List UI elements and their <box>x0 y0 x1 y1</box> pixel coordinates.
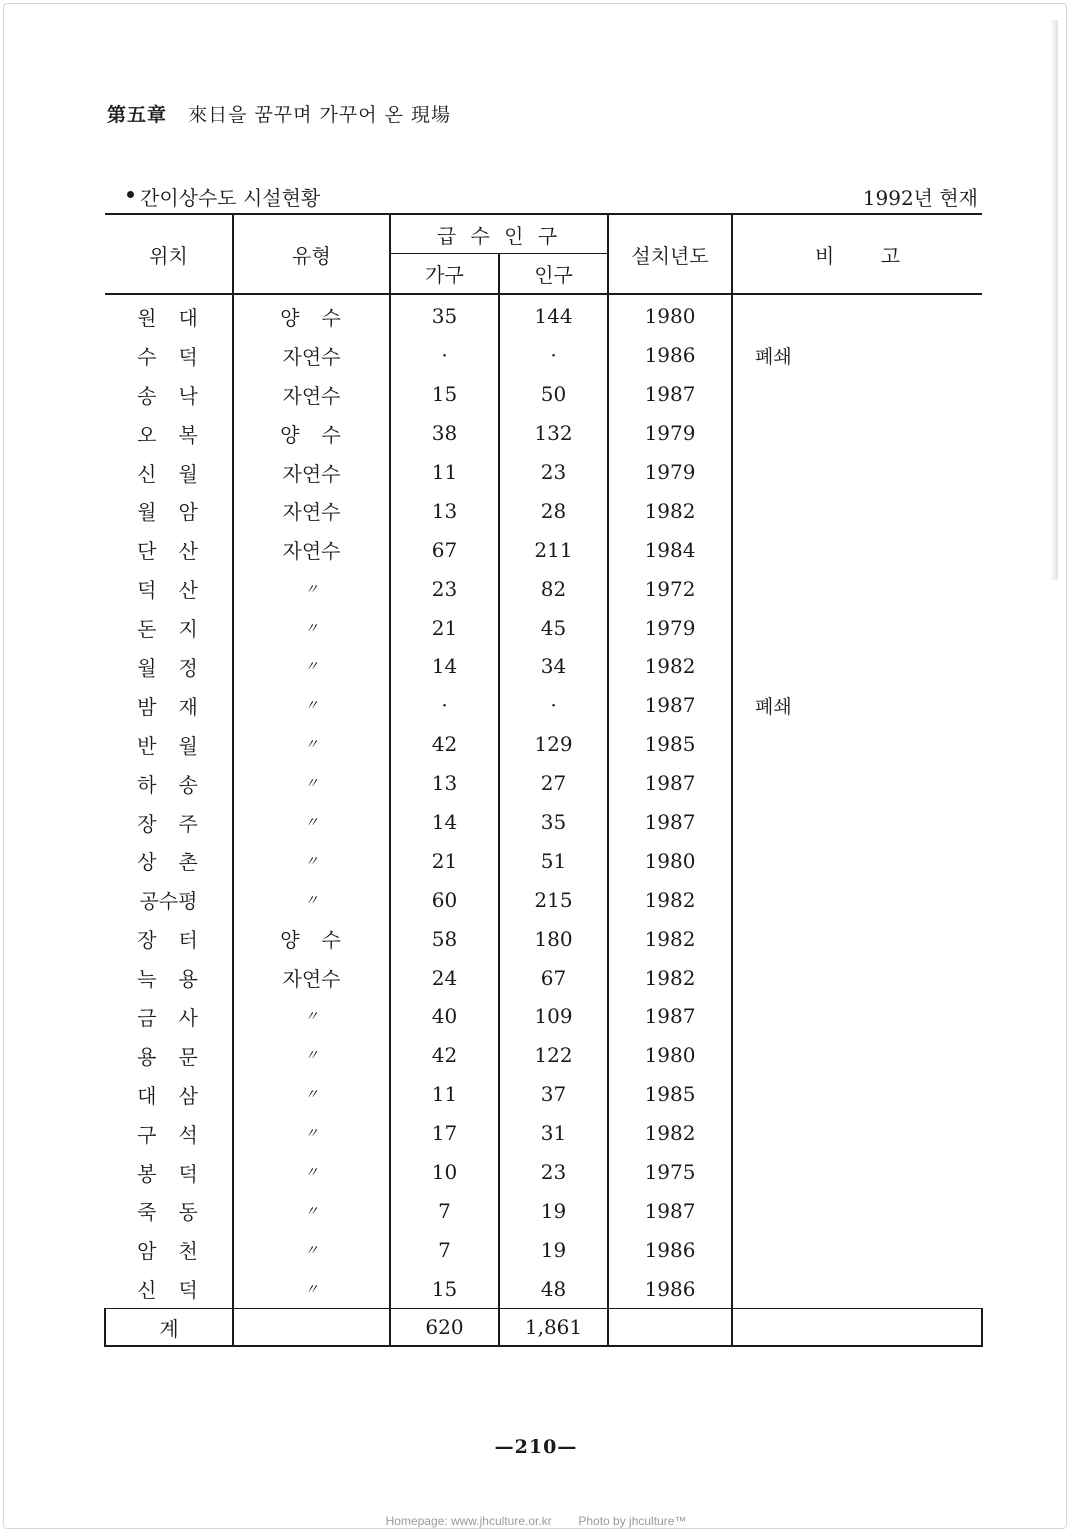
row-population: 51 <box>499 841 608 880</box>
row-households: 13 <box>390 491 499 530</box>
row-population: 132 <box>499 414 608 453</box>
row-location: 단산 <box>105 530 233 569</box>
row-install-year: 1979 <box>608 453 732 492</box>
table-row <box>105 336 982 375</box>
table-row <box>105 1036 982 1075</box>
row-population: 19 <box>499 1230 608 1269</box>
row-population: 45 <box>499 608 608 647</box>
row-location: 봉덕 <box>105 1153 233 1192</box>
row-location: 오복 <box>105 414 233 453</box>
row-install-year: 1987 <box>608 686 732 725</box>
total-population: 1,861 <box>499 1309 608 1347</box>
row-install-year: 1980 <box>608 841 732 880</box>
row-households: 21 <box>390 841 499 880</box>
as-of-date: 1992년 현재 <box>862 186 978 210</box>
table-row <box>105 686 982 725</box>
header-remarks: 비 고 <box>732 214 982 294</box>
row-remarks <box>732 294 982 336</box>
chapter-number: 第五章 <box>107 104 168 126</box>
row-install-year: 1982 <box>608 880 732 919</box>
row-households: 11 <box>390 1075 499 1114</box>
table-body <box>105 294 982 1309</box>
row-location: 상촌 <box>105 841 233 880</box>
row-install-year: 1982 <box>608 647 732 686</box>
header-population: 인구 <box>499 254 608 295</box>
row-location: 늑용 <box>105 958 233 997</box>
row-type: 양수 <box>233 294 390 336</box>
row-households: 67 <box>390 530 499 569</box>
table-row <box>105 803 982 842</box>
row-install-year: 1975 <box>608 1153 732 1192</box>
row-type: 〃 <box>233 725 390 764</box>
table-row <box>105 530 982 569</box>
table-row <box>105 294 982 336</box>
row-population: 37 <box>499 1075 608 1114</box>
row-remarks <box>732 414 982 453</box>
row-type: 〃 <box>233 608 390 647</box>
row-type: 〃 <box>233 1036 390 1075</box>
row-remarks <box>732 1036 982 1075</box>
row-install-year: 1980 <box>608 294 732 336</box>
row-population: 215 <box>499 880 608 919</box>
row-install-year: 1982 <box>608 919 732 958</box>
row-households: 14 <box>390 647 499 686</box>
row-population: 35 <box>499 803 608 842</box>
row-install-year: 1972 <box>608 569 732 608</box>
row-install-year: 1985 <box>608 1075 732 1114</box>
row-population: 28 <box>499 491 608 530</box>
row-type: 〃 <box>233 880 390 919</box>
table-row <box>105 1230 982 1269</box>
row-location: 월암 <box>105 491 233 530</box>
row-population: 23 <box>499 1153 608 1192</box>
photo-credit-footer <box>0 1514 1072 1528</box>
row-install-year: 1987 <box>608 1191 732 1230</box>
row-type: 자연수 <box>233 375 390 414</box>
row-households: 40 <box>390 997 499 1036</box>
row-type: 〃 <box>233 803 390 842</box>
row-location: 덕산 <box>105 569 233 608</box>
row-remarks <box>732 375 982 414</box>
row-install-year: 1985 <box>608 725 732 764</box>
row-type: 자연수 <box>233 453 390 492</box>
table-row <box>105 569 982 608</box>
row-location: 공수평 <box>105 880 233 919</box>
row-type: 〃 <box>233 569 390 608</box>
row-remarks <box>732 1075 982 1114</box>
row-location: 반월 <box>105 725 233 764</box>
chapter-title: 來日을 꿈꾸며 가꾸어 온 現場 <box>188 104 452 126</box>
row-remarks <box>732 803 982 842</box>
row-type: 자연수 <box>233 958 390 997</box>
row-households: 38 <box>390 414 499 453</box>
row-households: 10 <box>390 1153 499 1192</box>
row-remarks <box>732 1230 982 1269</box>
header-served-population: 급 수 인 구 <box>390 214 608 254</box>
row-install-year: 1982 <box>608 491 732 530</box>
row-population: 48 <box>499 1269 608 1308</box>
row-remarks <box>732 958 982 997</box>
row-households: · <box>390 686 499 725</box>
row-population: · <box>499 336 608 375</box>
row-households: 17 <box>390 1114 499 1153</box>
row-location: 용문 <box>105 1036 233 1075</box>
row-population: 31 <box>499 1114 608 1153</box>
row-population: 23 <box>499 453 608 492</box>
row-type: 〃 <box>233 1114 390 1153</box>
row-remarks: 폐쇄 <box>755 695 792 718</box>
row-type: 자연수 <box>233 336 390 375</box>
table-row <box>105 1269 982 1308</box>
row-households: 21 <box>390 608 499 647</box>
row-population: 82 <box>499 569 608 608</box>
table-row <box>105 608 982 647</box>
row-location: 돈지 <box>105 608 233 647</box>
row-location: 신덕 <box>105 1269 233 1308</box>
row-households: 11 <box>390 453 499 492</box>
row-location: 장터 <box>105 919 233 958</box>
row-location: 구석 <box>105 1114 233 1153</box>
row-population: 27 <box>499 764 608 803</box>
section-title <box>128 182 320 211</box>
row-remarks: 폐쇄 <box>755 345 792 368</box>
row-install-year: 1987 <box>608 997 732 1036</box>
table-row <box>105 375 982 414</box>
row-type: 양수 <box>233 919 390 958</box>
row-households: 42 <box>390 1036 499 1075</box>
table-row <box>105 880 982 919</box>
row-remarks <box>732 880 982 919</box>
table-row <box>105 958 982 997</box>
row-population: 50 <box>499 375 608 414</box>
row-install-year: 1979 <box>608 608 732 647</box>
row-remarks <box>732 1191 982 1230</box>
row-location: 죽동 <box>105 1191 233 1230</box>
water-supply-table <box>104 213 983 1347</box>
row-type: 〃 <box>233 841 390 880</box>
section-title-text: 간이상수도 시설현황 <box>140 186 321 210</box>
table-row <box>105 725 982 764</box>
row-households: 60 <box>390 880 499 919</box>
row-population: 122 <box>499 1036 608 1075</box>
row-location: 신월 <box>105 453 233 492</box>
row-remarks <box>732 453 982 492</box>
row-type: 〃 <box>233 1075 390 1114</box>
row-install-year: 1982 <box>608 958 732 997</box>
row-type: 〃 <box>233 1230 390 1269</box>
row-households: 42 <box>390 725 499 764</box>
total-label: 계 <box>105 1309 233 1347</box>
header-households: 가구 <box>390 254 499 295</box>
row-install-year: 1987 <box>608 375 732 414</box>
header-type: 유형 <box>233 214 390 294</box>
page-number: —210— <box>494 1436 578 1458</box>
total-type <box>233 1309 390 1347</box>
row-remarks <box>732 530 982 569</box>
row-population: 67 <box>499 958 608 997</box>
row-households: 7 <box>390 1230 499 1269</box>
row-population: 34 <box>499 647 608 686</box>
header-install-year: 설치년도 <box>608 214 732 294</box>
table-row <box>105 841 982 880</box>
row-remarks <box>732 647 982 686</box>
row-install-year: 1987 <box>608 764 732 803</box>
row-remarks <box>732 1269 982 1308</box>
row-remarks <box>732 764 982 803</box>
footer-homepage: Homepage: www.jhculture.or.kr <box>385 1514 552 1528</box>
table-row <box>105 1153 982 1192</box>
table-row <box>105 491 982 530</box>
row-remarks <box>732 919 982 958</box>
row-households: 23 <box>390 569 499 608</box>
row-households: 24 <box>390 958 499 997</box>
row-type: 〃 <box>233 647 390 686</box>
row-install-year: 1987 <box>608 803 732 842</box>
row-location: 대삼 <box>105 1075 233 1114</box>
chapter-header <box>107 100 451 127</box>
row-population: 109 <box>499 997 608 1036</box>
row-location: 수덕 <box>105 336 233 375</box>
row-install-year: 1986 <box>608 336 732 375</box>
row-location: 장주 <box>105 803 233 842</box>
row-households: 58 <box>390 919 499 958</box>
row-households: · <box>390 336 499 375</box>
row-type: 〃 <box>233 1269 390 1308</box>
row-location: 월정 <box>105 647 233 686</box>
row-type: 자연수 <box>233 530 390 569</box>
row-remarks <box>732 491 982 530</box>
row-location: 밤재 <box>105 686 233 725</box>
row-households: 35 <box>390 294 499 336</box>
row-population: 211 <box>499 530 608 569</box>
row-type: 양수 <box>233 414 390 453</box>
table-row <box>105 997 982 1036</box>
scan-edge <box>1050 20 1058 580</box>
table-row <box>105 764 982 803</box>
row-remarks <box>732 569 982 608</box>
row-population: 129 <box>499 725 608 764</box>
table-row <box>105 414 982 453</box>
row-location: 금사 <box>105 997 233 1036</box>
row-households: 13 <box>390 764 499 803</box>
row-type: 〃 <box>233 764 390 803</box>
total-remarks <box>732 1309 982 1347</box>
row-location: 송낙 <box>105 375 233 414</box>
row-households: 15 <box>390 375 499 414</box>
total-year <box>608 1309 732 1347</box>
row-install-year: 1980 <box>608 1036 732 1075</box>
row-type: 〃 <box>233 1191 390 1230</box>
row-population: · <box>499 686 608 725</box>
row-install-year: 1979 <box>608 414 732 453</box>
row-type: 〃 <box>233 1153 390 1192</box>
row-location: 하송 <box>105 764 233 803</box>
row-location: 원대 <box>105 294 233 336</box>
row-type: 〃 <box>233 686 390 725</box>
header-location: 위치 <box>105 214 233 294</box>
row-households: 14 <box>390 803 499 842</box>
row-type: 〃 <box>233 997 390 1036</box>
row-remarks <box>732 608 982 647</box>
row-population: 19 <box>499 1191 608 1230</box>
row-install-year: 1984 <box>608 530 732 569</box>
row-households: 15 <box>390 1269 499 1308</box>
table-row <box>105 453 982 492</box>
row-households: 7 <box>390 1191 499 1230</box>
row-install-year: 1986 <box>608 1269 732 1308</box>
row-population: 144 <box>499 294 608 336</box>
row-population: 180 <box>499 919 608 958</box>
row-location: 암천 <box>105 1230 233 1269</box>
row-remarks <box>732 841 982 880</box>
table-row <box>105 1191 982 1230</box>
row-install-year: 1982 <box>608 1114 732 1153</box>
table-row <box>105 1114 982 1153</box>
row-remarks <box>732 1114 982 1153</box>
row-remarks <box>732 997 982 1036</box>
row-remarks <box>732 1153 982 1192</box>
row-type: 자연수 <box>233 491 390 530</box>
footer-credit: Photo by jhculture™ <box>578 1514 687 1528</box>
table-row <box>105 1075 982 1114</box>
table-row <box>105 919 982 958</box>
total-households: 620 <box>390 1309 499 1347</box>
row-remarks <box>732 725 982 764</box>
row-install-year: 1986 <box>608 1230 732 1269</box>
table-row <box>105 647 982 686</box>
